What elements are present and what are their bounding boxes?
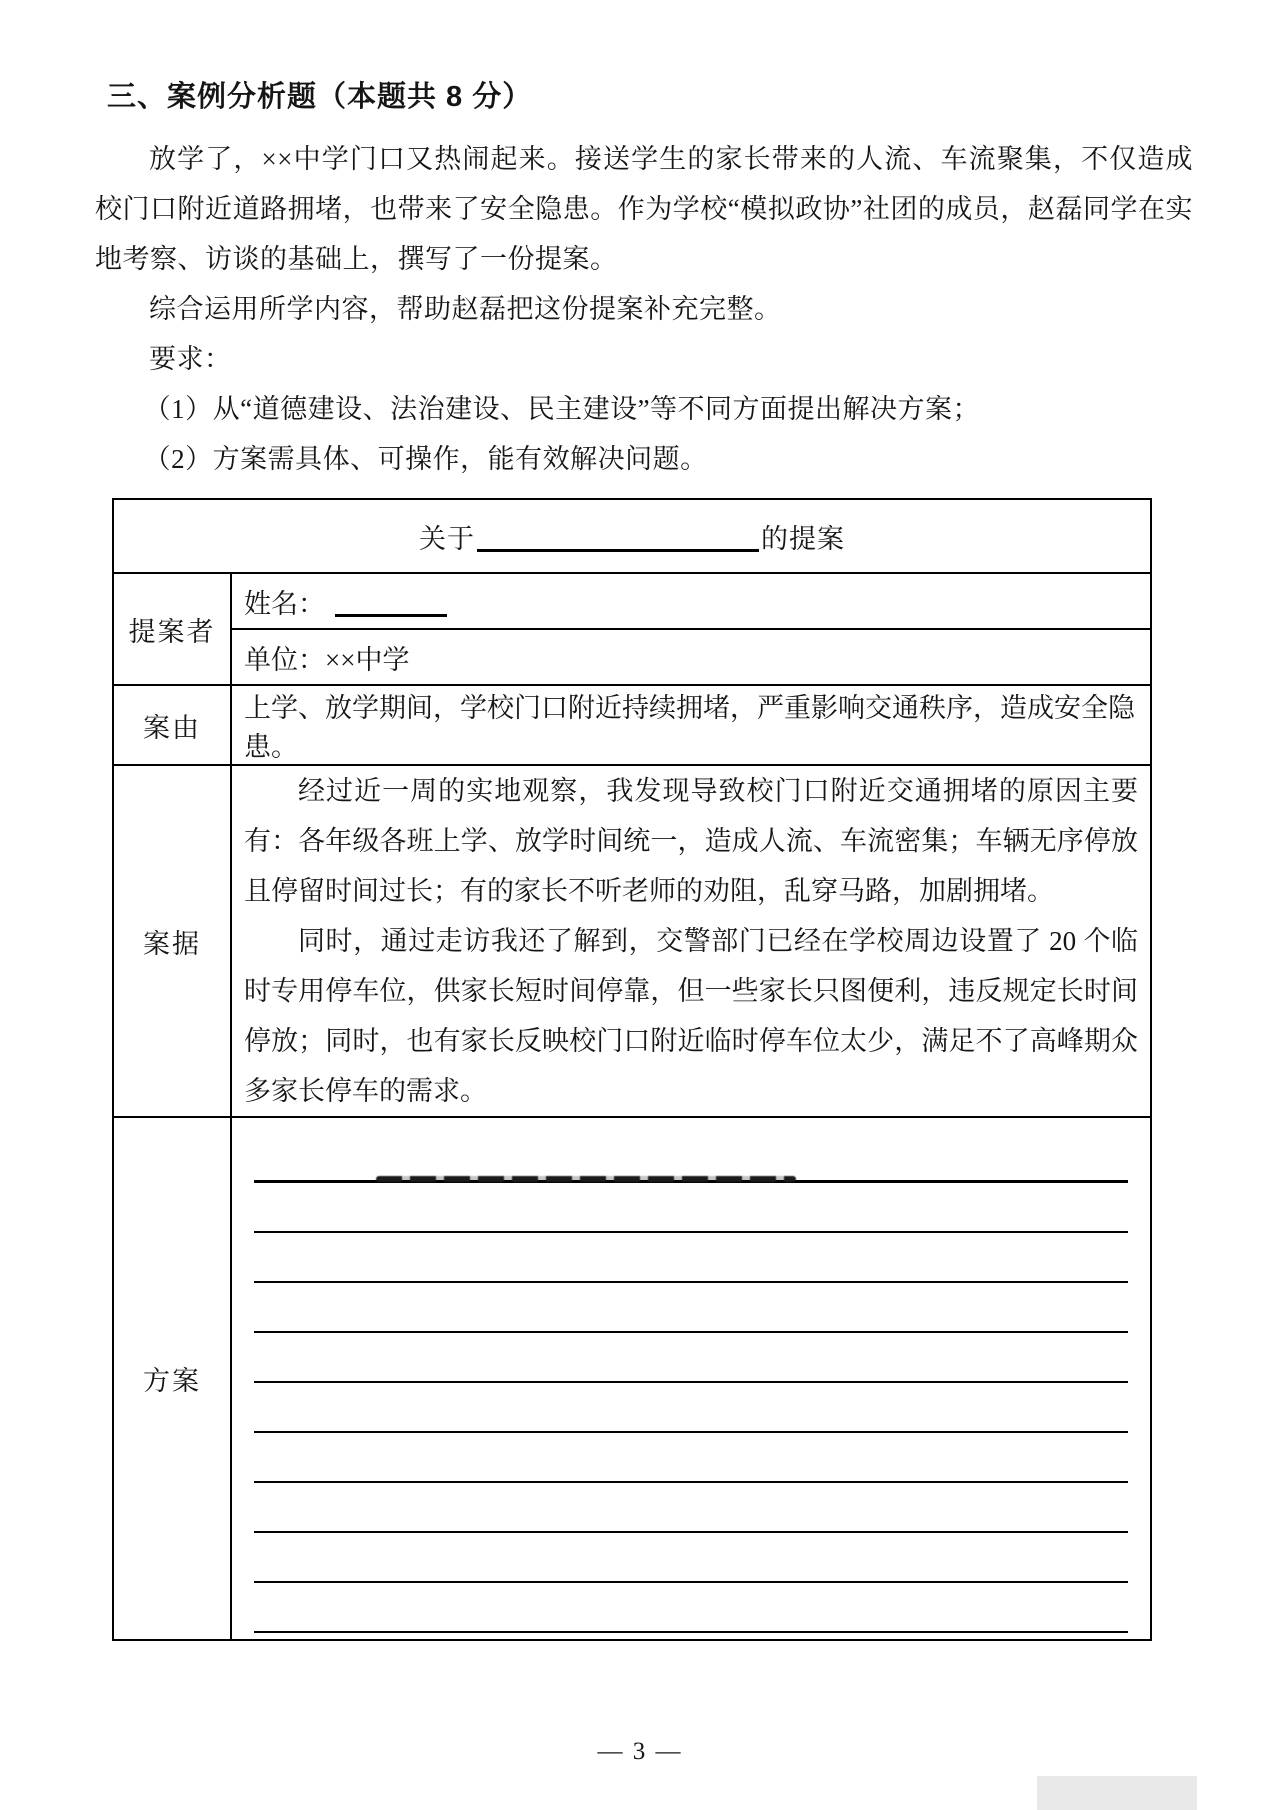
plan-blank-lines (244, 1118, 1138, 1639)
evidence-text (231, 765, 1151, 1117)
plan-answer-area (231, 1117, 1151, 1640)
intro-paragraph: 放学了，××中学门口又热闹起来。接送学生的家长带来的人流、车流聚集，不仅造成校门口附近道路拥堵，也带来了安全隐患。作为学校“模拟政协”社团的成员，赵磊同学在实地考察、访谈的基础上，撰写了一份提案。 (95, 144, 1193, 274)
requirements-label: 要求： (149, 344, 232, 374)
table-row-plan (113, 1117, 1151, 1640)
answer-line (254, 1183, 1128, 1233)
requirement-2: （2）方案需具体、可操作，能有效解决问题。 (143, 444, 708, 474)
proposal-title (113, 499, 1151, 573)
answer-line (254, 1533, 1128, 1583)
name-label: 姓名： (244, 588, 325, 619)
proposal-title-suffix: 的提案 (761, 523, 845, 554)
requirement-1: （1）从“道德建设、法治建设、民主建设”等不同方面提出解决方案； (143, 394, 981, 424)
answer-line (254, 1333, 1128, 1383)
proposer-name-cell (231, 573, 1151, 629)
proposer-unit-cell (231, 629, 1151, 685)
answer-line (254, 1283, 1128, 1333)
plan-label: 方案 (113, 1117, 231, 1640)
answer-line (254, 1483, 1128, 1533)
proposer-label: 提案者 (113, 573, 231, 685)
answer-line (254, 1583, 1128, 1633)
unit-label: 单位： (244, 644, 325, 675)
unit-value: ××中学 (325, 644, 410, 675)
page-number: — 3 — (597, 1738, 683, 1765)
name-blank-line (335, 590, 447, 617)
answer-line (254, 1132, 1128, 1183)
answer-line (254, 1433, 1128, 1483)
reason-text: 上学、放学期间，学校门口附近持续拥堵，严重影响交通秩序，造成安全隐患。 (231, 685, 1151, 765)
evidence-label: 案据 (113, 765, 231, 1117)
answer-line (254, 1233, 1128, 1283)
table-row-title (113, 499, 1151, 573)
task-paragraph: 综合运用所学内容，帮助赵磊把这份提案补充完整。 (149, 294, 782, 324)
evidence-paragraph-2: 同时，通过走访我还了解到，交警部门已经在学校周边设置了 20 个临时专用停车位，供家长短时间停靠，但一些家长只图便利，违反规定长时间停放；同时，也有家长反映校门口附近临时停车位太少，满足不了高峰期众多家长停车的需求。 (244, 926, 1138, 1106)
page-content (95, 76, 1193, 1641)
evidence-paragraph-1: 经过近一周的实地观察，我发现导致校门口附近交通拥堵的原因主要有：各年级各班上学、放学时间统一，造成人流、车流密集；车辆无序停放且停留时间过长；有的家长不听老师的劝阻，乱穿马路，加剧拥堵。 (244, 776, 1138, 906)
proposal-table (112, 498, 1152, 1641)
watermark-box (1037, 1776, 1197, 1810)
proposal-title-prefix: 关于 (419, 523, 475, 554)
reason-label: 案由 (113, 685, 231, 765)
title-blank-line (477, 525, 759, 552)
section-heading: 三、案例分析题（本题共 8 分） (107, 81, 533, 113)
table-row-proposer-name (113, 573, 1151, 629)
table-row-evidence (113, 765, 1151, 1117)
table-row-proposer-unit (113, 629, 1151, 685)
table-row-reason (113, 685, 1151, 765)
answer-line (254, 1383, 1128, 1433)
